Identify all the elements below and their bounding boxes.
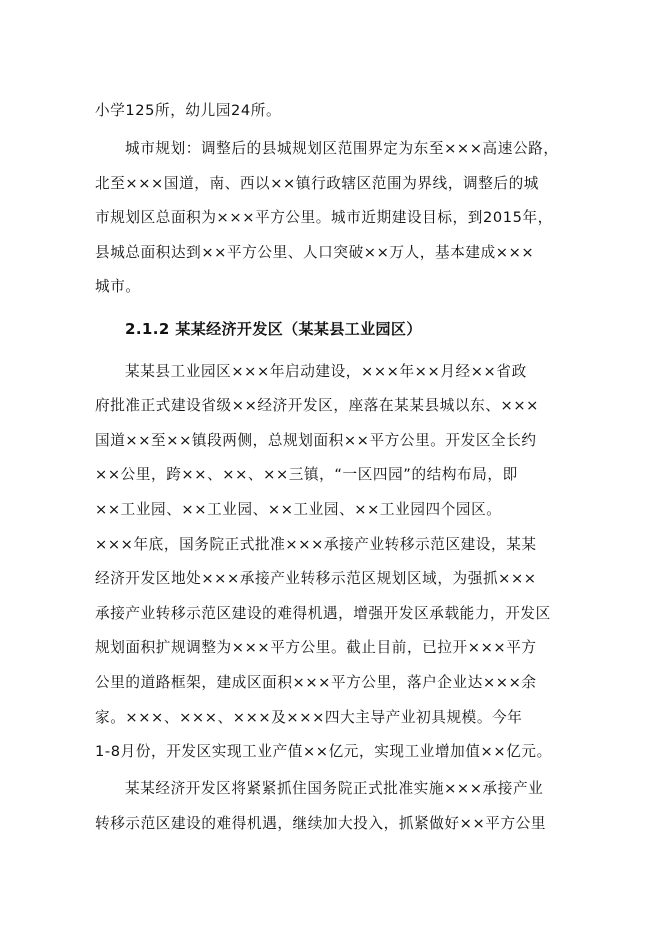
- text-line: 市规划区总面积为×××平方公里。城市近期建设目标，到2015年，: [95, 209, 553, 226]
- text-line: 承接产业转移示范区建设的难得机遇，增强开发区承载能力，开发区: [95, 605, 551, 622]
- text-line: 转移示范区建设的难得机遇，继续加大投入，抓紧做好××平方公里: [95, 815, 547, 832]
- text-line: 国道××至××镇段两侧，总规划面积××平方公里。开发区全长约: [95, 432, 537, 449]
- text-line: 公里的道路框架，建成区面积×××平方公里，落户企业达×××余: [95, 674, 537, 691]
- section-heading: 2.1.2 某某经济开发区（某某县工业园区）: [125, 320, 422, 338]
- text-line: 某某县工业园区×××年启动建设，×××年××月经××省政: [125, 363, 527, 380]
- text-line: ×××年底，国务院正式批准×××承接产业转移示范区建设，某某: [95, 536, 537, 553]
- text-line: 某某经济开发区将紧紧抓住国务院正式批准实施×××承接产业: [125, 780, 544, 797]
- text-line: 城市。: [95, 278, 141, 295]
- text-line: 规划面积扩规调整为×××平方公里。截止目前，已拉开×××平方: [95, 639, 537, 656]
- text-line: 小学125所，幼儿园24所。: [95, 102, 282, 119]
- text-line: 府批准正式建设省级××经济开发区，座落在某某县城以东、×××: [95, 397, 539, 414]
- text-line: ××公里，跨××、××、××三镇，“一区四园”的结构布局，即: [95, 466, 518, 483]
- text-line: 1-8月份，开发区实现工业产值××亿元，实现工业增加值××亿元。: [95, 743, 552, 760]
- text-line: 家。×××、×××、×××及×××四大主导产业初具规模。今年: [95, 709, 523, 726]
- text-line: 县城总面积达到××平方公里、人口突破××万人，基本建成×××: [95, 244, 535, 261]
- text-line: 城市规划：调整后的县城规划区范围界定为东至×××高速公路，: [125, 140, 559, 157]
- text-line: 经济开发区地处×××承接产业转移示范区规划区域，为强抓×××: [95, 570, 537, 587]
- text-line: 北至×××国道，南、西以××镇行政辖区范围为界线，调整后的城: [95, 175, 539, 192]
- text-line: ××工业园、××工业园、××工业园、××工业园四个园区。: [95, 501, 502, 518]
